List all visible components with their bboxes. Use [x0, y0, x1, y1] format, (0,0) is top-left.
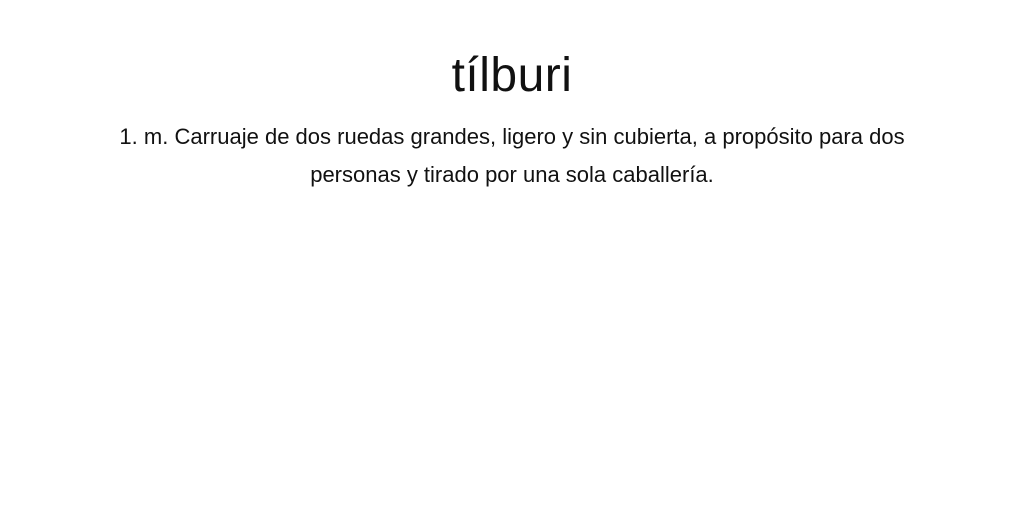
entry-headword: tílburi: [451, 49, 573, 102]
sense-text: Carruaje de dos ruedas grandes, ligero y sin cubierta, a propósito para dos personas y tirado por una sola caballería.: [174, 124, 905, 187]
dictionary-entry: [0, 0, 1024, 194]
sense-number: 1.: [119, 124, 138, 149]
sense-definition: [72, 118, 952, 194]
grammatical-category: m.: [143, 124, 169, 149]
